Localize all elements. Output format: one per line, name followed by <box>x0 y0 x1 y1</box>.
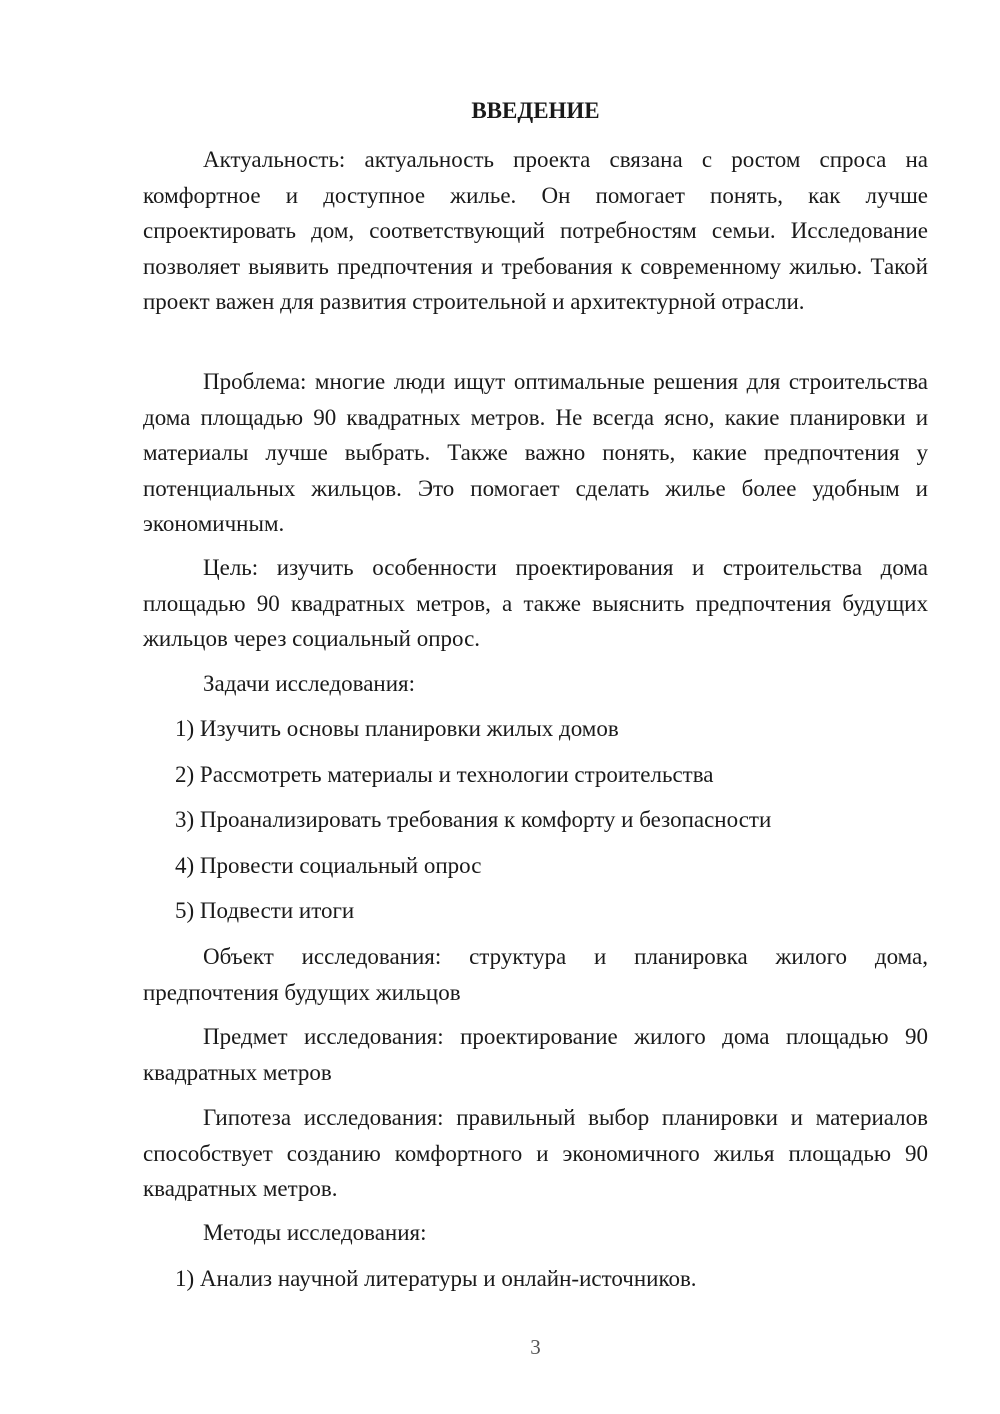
section-heading: ВВЕДЕНИЕ <box>471 98 600 123</box>
goal-paragraph: Цель: изучить особенности проектирования и строительства дома площадью 90 квадратных метров, а также выяснить предпочтения будущих жильцов через социальный опрос. <box>143 555 928 651</box>
tasks-title: Задачи исследования: <box>203 671 416 696</box>
task-item-1: 1) Изучить основы планировки жилых домов <box>175 716 619 741</box>
method-item-1: 1) Анализ научной литературы и онлайн-источников. <box>175 1266 697 1291</box>
methods-title: Методы исследования: <box>203 1220 427 1245</box>
problem-paragraph: Проблема: многие люди ищут оптимальные решения для строительства дома площадью 90 квадратных метров. Не всегда ясно, какие планировки и материалы лучше выбрать. Также важно понять, какие предпочтения у потенциальных жильцов. Это помогает сделать жилье более удобным и экономичным. <box>143 369 928 536</box>
relevance-paragraph: Актуальность: актуальность проекта связана с ростом спроса на комфортное и доступное жилье. Он помогает понять, как лучше спроектировать дом, соответствующий потребностям семьи. Исследование позволяет выявить предпочтения и требования к современному жилью. Такой проект важен для развития строительной и архитектурной отрасли. <box>143 147 928 314</box>
hypothesis-paragraph: Гипотеза исследования: правильный выбор планировки и материалов способствует созданию комфортного и экономичного жилья площадью 90 квадратных метров. <box>143 1105 928 1201</box>
object-paragraph: Объект исследования: структура и планировка жилого дома, предпочтения будущих жильцов <box>143 944 928 1005</box>
task-item-3: 3) Проанализировать требования к комфорту и безопасности <box>175 807 772 832</box>
task-item-2: 2) Рассмотреть материалы и технологии строительства <box>175 762 714 787</box>
document-page <box>143 0 928 1414</box>
task-item-5: 5) Подвести итоги <box>175 898 355 923</box>
task-item-4: 4) Провести социальный опрос <box>175 853 482 878</box>
page-number: 3 <box>530 1335 541 1359</box>
subject-paragraph: Предмет исследования: проектирование жилого дома площадью 90 квадратных метров <box>143 1024 928 1085</box>
